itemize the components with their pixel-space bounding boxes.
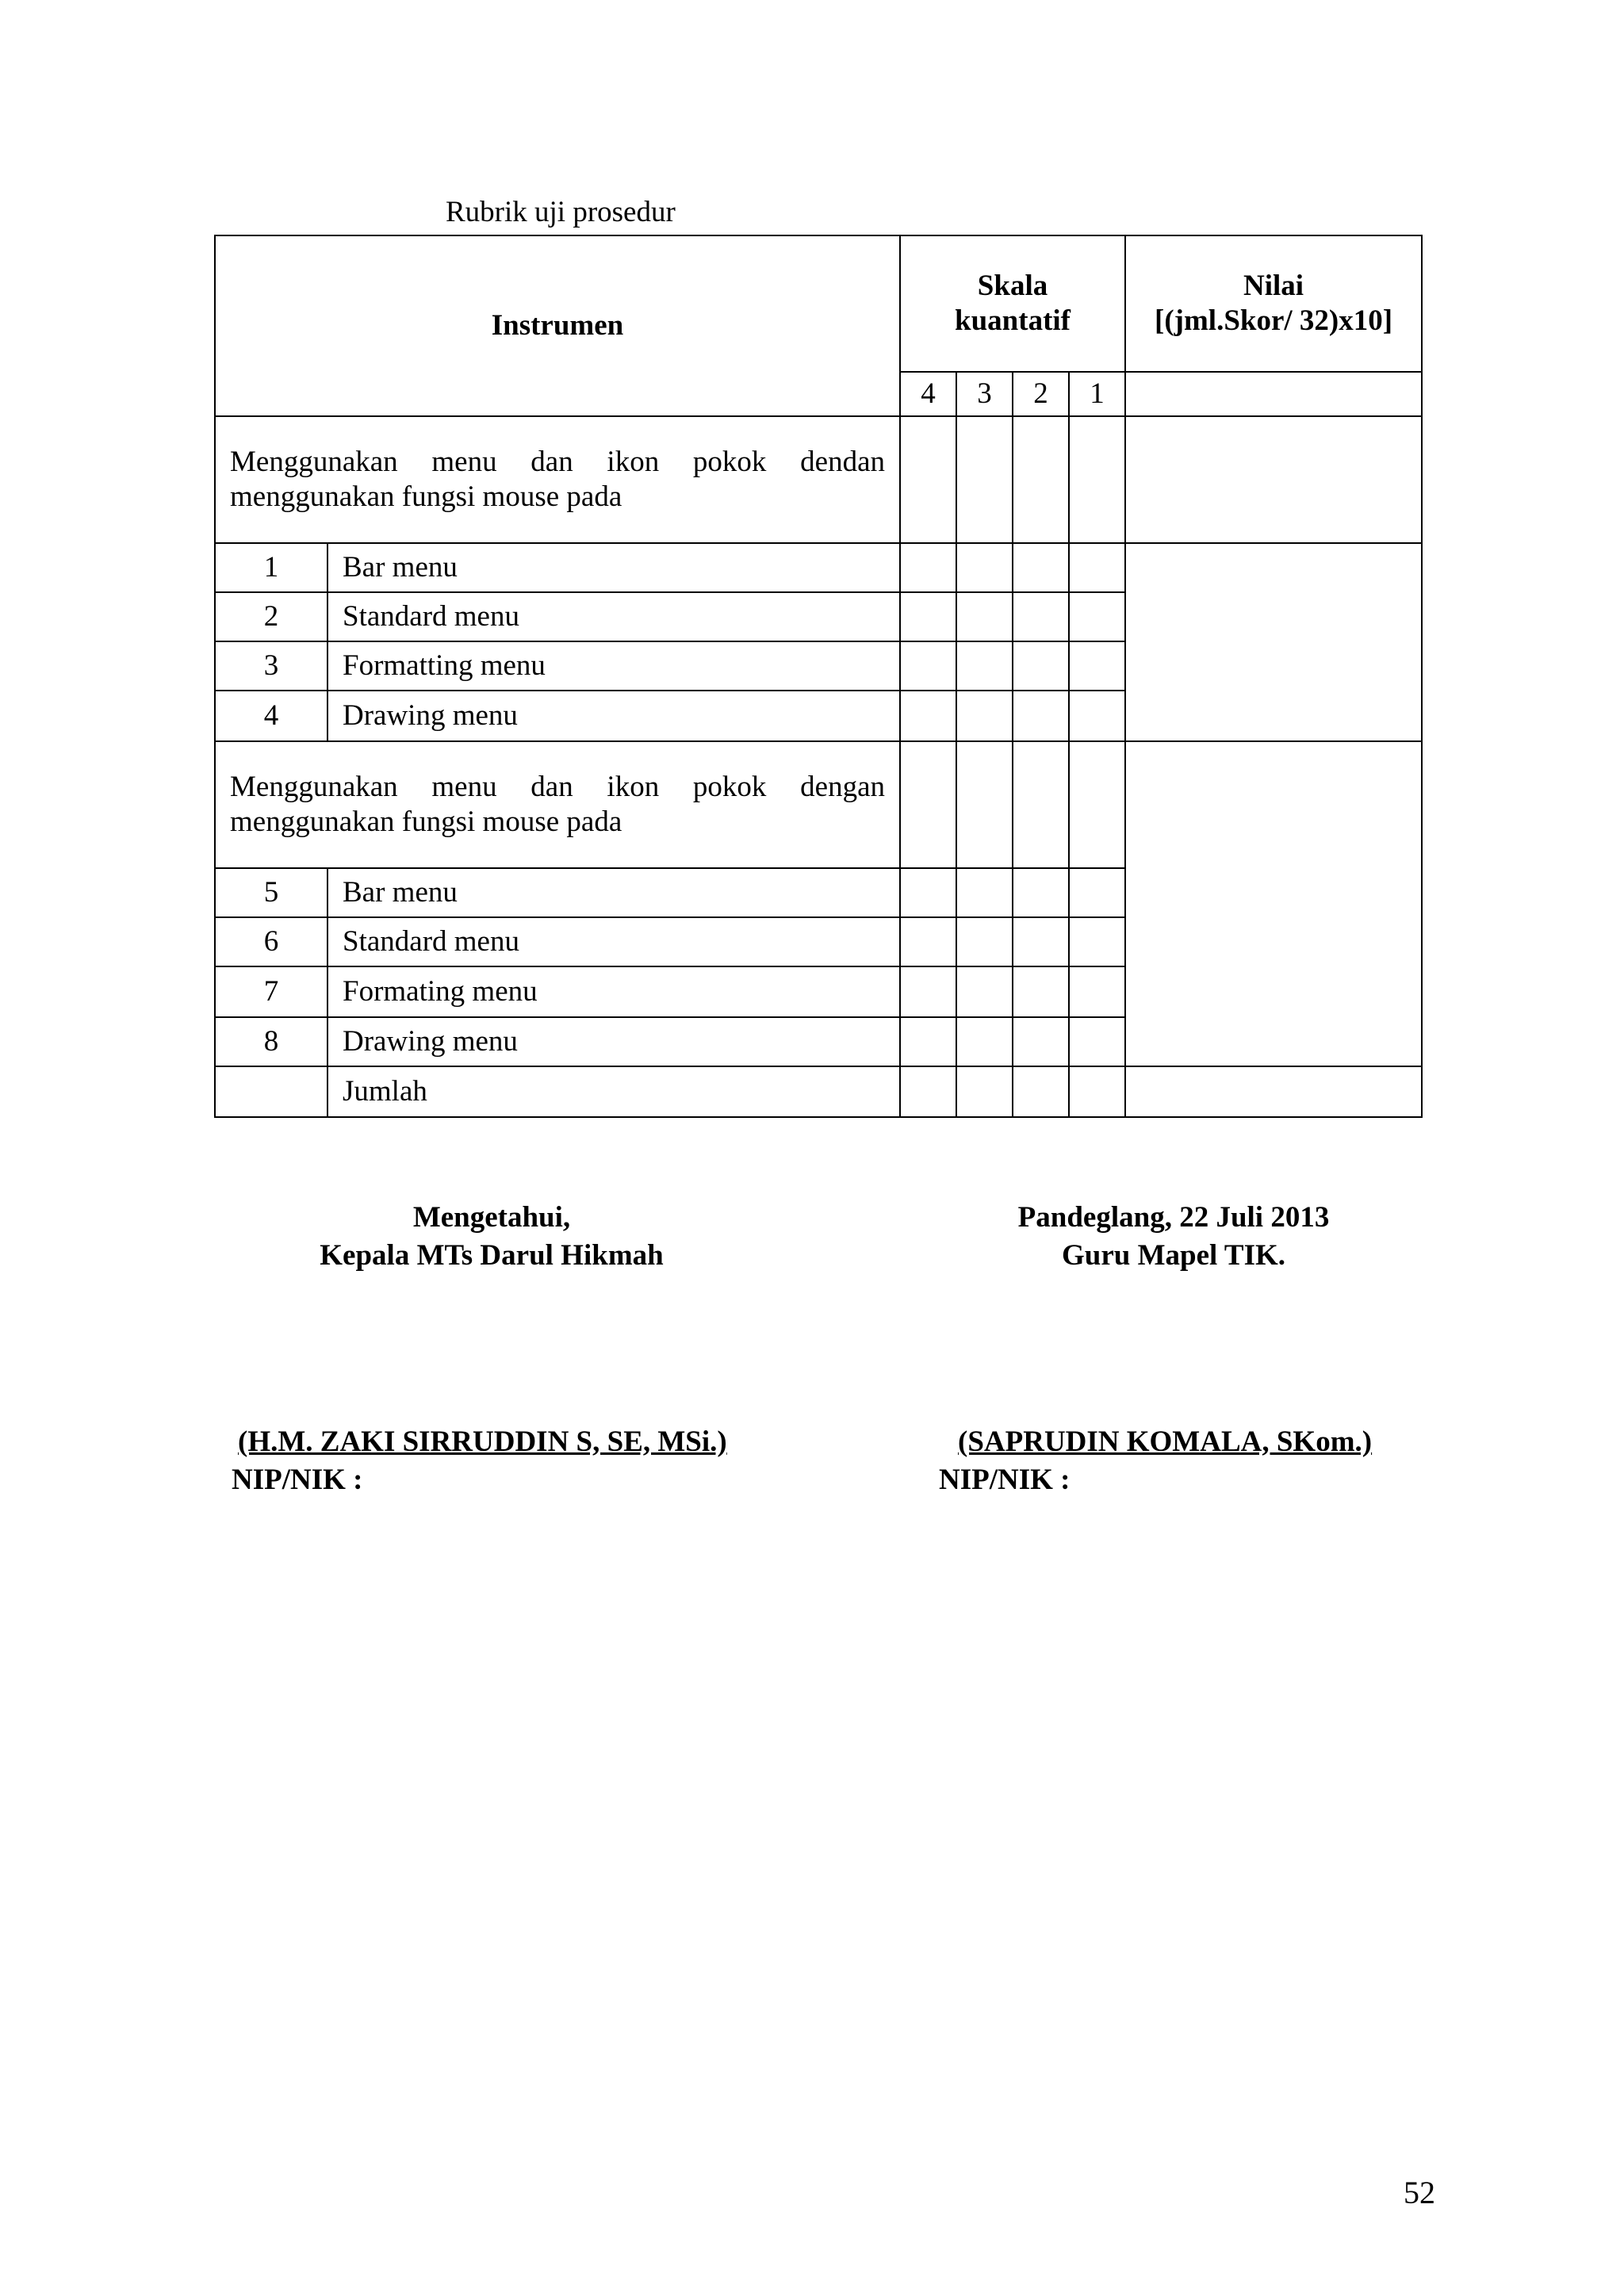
header-nilai-line2: [(jml.Skor/ 32)x10]: [1155, 304, 1393, 337]
rubric-table: [214, 235, 1423, 1118]
group-row: [215, 416, 1422, 543]
item-label: Standard menu: [327, 917, 900, 966]
table-caption: Rubrik uji prosedur: [446, 196, 676, 228]
left-signatory-name: (H.M. ZAKI SIRRUDDIN S, SE, MSi.): [238, 1425, 727, 1458]
score-cell: [956, 543, 1013, 592]
score-cell: [900, 641, 956, 691]
score-cell: [956, 641, 1013, 691]
item-number: 4: [215, 691, 327, 741]
item-number: 7: [215, 966, 327, 1017]
score-cell: [900, 741, 956, 868]
right-place-date: Pandeglang, 22 Juli 2013: [1017, 1201, 1330, 1234]
right-signature-header: [936, 1199, 1411, 1275]
right-signatory-nip: NIP/NIK :: [939, 1464, 1071, 1496]
score-cell: [900, 1066, 956, 1117]
header-skala-line2: kuantatif: [955, 304, 1071, 337]
table-row: [215, 543, 1422, 592]
item-label: Drawing menu: [327, 1017, 900, 1066]
total-row: [215, 1066, 1422, 1117]
score-cell: [1013, 416, 1069, 543]
score-2: 2: [1013, 372, 1069, 416]
score-cell: [956, 592, 1013, 641]
score-cell: [1013, 917, 1069, 966]
item-label: Bar menu: [327, 868, 900, 917]
score-cell: [1069, 868, 1125, 917]
score-cell: [1069, 917, 1125, 966]
item-number: 5: [215, 868, 327, 917]
group-description-line1: Menggunakan menu dan ikon pokok dendan: [230, 446, 885, 478]
score-cell: [1013, 1066, 1069, 1117]
header-nilai-line1: Nilai: [1243, 270, 1304, 302]
score-3: 3: [956, 372, 1013, 416]
left-position: Kepala MTs Darul Hikmah: [320, 1239, 664, 1272]
item-number: 1: [215, 543, 327, 592]
header-nilai: [1125, 235, 1422, 372]
nilai-cell: [1125, 416, 1422, 543]
score-cell: [1069, 543, 1125, 592]
group-description-line2: menggunakan fungsi mouse pada: [230, 806, 622, 838]
header-instrumen: Instrumen: [215, 235, 900, 416]
item-label: Standard menu: [327, 592, 900, 641]
right-signatory-name: (SAPRUDIN KOMALA, SKom.): [958, 1425, 1373, 1458]
score-cell: [1013, 691, 1069, 741]
score-cell: [900, 966, 956, 1017]
score-cell: [956, 691, 1013, 741]
score-cell: [900, 592, 956, 641]
score-cell: [956, 917, 1013, 966]
page-number: 52: [1404, 2175, 1435, 2210]
total-number-blank: [215, 1066, 327, 1117]
group-row: [215, 741, 1422, 868]
item-number: 6: [215, 917, 327, 966]
group-description-line2: menggunakan fungsi mouse pada: [230, 480, 622, 513]
score-cell: [1013, 1017, 1069, 1066]
item-number: 8: [215, 1017, 327, 1066]
item-label: Drawing menu: [327, 691, 900, 741]
score-cell: [900, 543, 956, 592]
score-cell: [1069, 966, 1125, 1017]
score-cell: [1069, 592, 1125, 641]
score-cell: [1013, 543, 1069, 592]
score-cell: [1069, 641, 1125, 691]
score-cell: [1013, 966, 1069, 1017]
left-signatory-nip: NIP/NIK :: [232, 1464, 363, 1496]
score-1: 1: [1069, 372, 1125, 416]
nilai-blank: [1125, 372, 1422, 416]
right-signatory: [939, 1423, 1372, 1499]
score-cell: [900, 416, 956, 543]
score-cell: [1013, 641, 1069, 691]
left-signatory: [232, 1423, 727, 1499]
score-cell: [956, 868, 1013, 917]
score-cell: [1069, 691, 1125, 741]
header-skala: [900, 235, 1125, 372]
score-cell: [956, 1066, 1013, 1117]
left-signature-header: [238, 1199, 745, 1275]
score-cell: [900, 917, 956, 966]
right-position: Guru Mapel TIK.: [1062, 1239, 1285, 1272]
nilai-total-cell: [1125, 1066, 1422, 1117]
score-cell: [956, 1017, 1013, 1066]
item-number: 3: [215, 641, 327, 691]
score-cell: [1069, 416, 1125, 543]
group-description: [215, 741, 900, 868]
score-cell: [1013, 868, 1069, 917]
item-label: Formatting menu: [327, 641, 900, 691]
score-cell: [1069, 1017, 1125, 1066]
score-cell: [956, 741, 1013, 868]
nilai-cell: [1125, 543, 1422, 741]
score-cell: [900, 868, 956, 917]
group-description-line1: Menggunakan menu dan ikon pokok dengan: [230, 771, 885, 803]
score-4: 4: [900, 372, 956, 416]
score-cell: [900, 691, 956, 741]
item-label: Formating menu: [327, 966, 900, 1017]
score-cell: [1013, 741, 1069, 868]
item-number: 2: [215, 592, 327, 641]
nilai-cell: [1125, 741, 1422, 1066]
item-label: Bar menu: [327, 543, 900, 592]
score-cell: [956, 966, 1013, 1017]
left-acknowledge: Mengetahui,: [412, 1201, 571, 1234]
header-skala-line1: Skala: [977, 270, 1048, 302]
score-cell: [1069, 1066, 1125, 1117]
total-label: Jumlah: [327, 1066, 900, 1117]
group-description: [215, 416, 900, 543]
score-cell: [956, 416, 1013, 543]
score-cell: [900, 1017, 956, 1066]
score-cell: [1069, 741, 1125, 868]
score-cell: [1013, 592, 1069, 641]
